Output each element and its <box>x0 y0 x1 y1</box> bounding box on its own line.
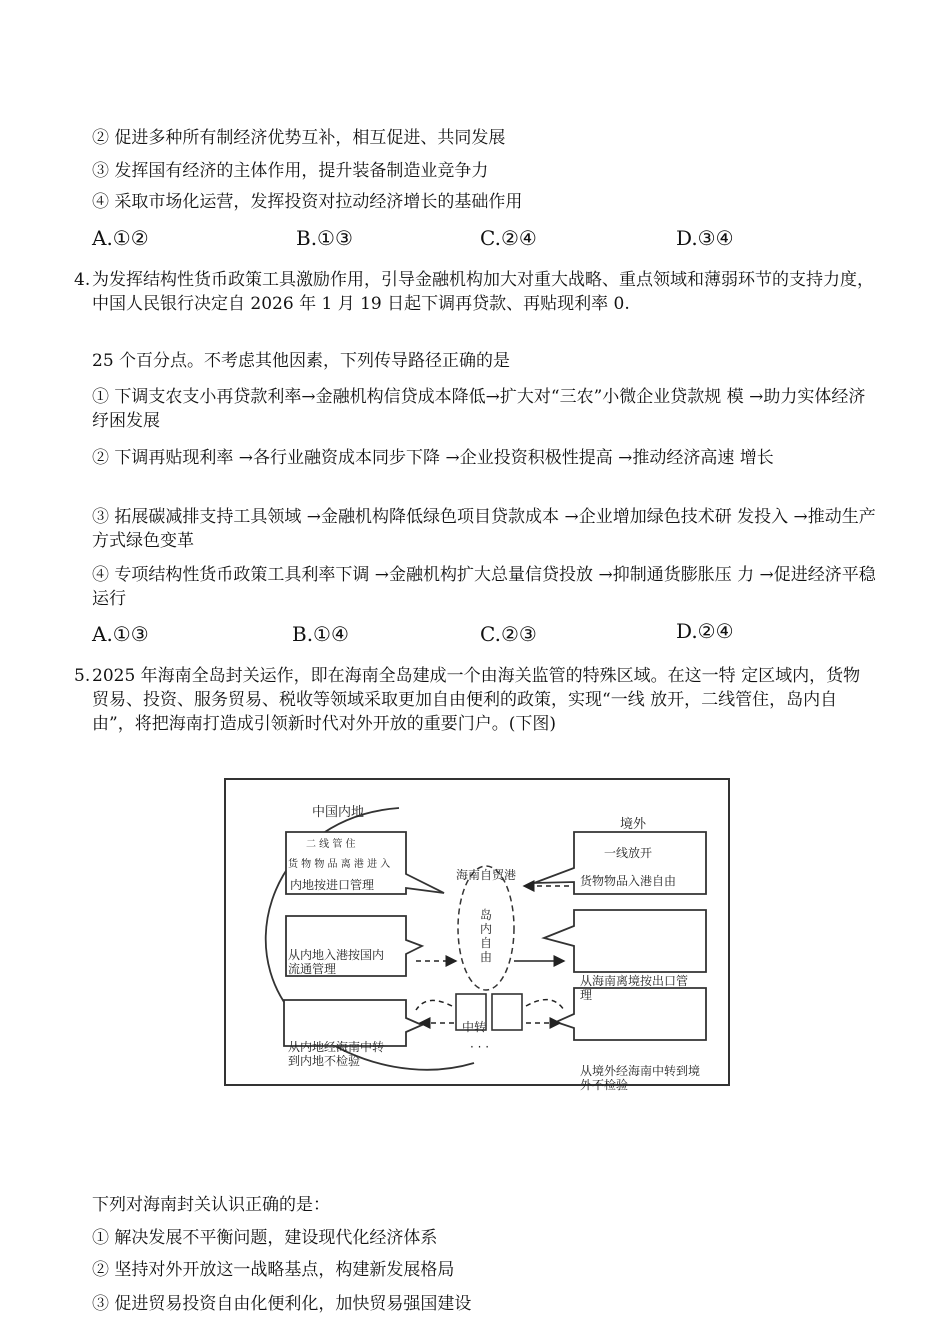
label-mainland-import: 内地按进口管理 <box>290 878 375 892</box>
q3-option-c[interactable]: C.②④ <box>480 226 537 250</box>
label-abroad-transit: 从境外经海南中转到境外不检验 <box>580 1064 701 1092</box>
q5-stem <box>74 664 874 736</box>
label-transit: 中转 <box>462 1020 487 1034</box>
hainan-free-trade-port-diagram <box>224 778 730 1092</box>
q4-number: 4. <box>74 270 91 290</box>
q4-stem-text: 为发挥结构性货币政策工具激励作用，引导金融机构加大对重大战略、重点领域和薄弱环节的支持力度，中国人民银行决定自 2026 年 1 月 19 日起下调再贷款、再贴现利率 0. <box>92 270 874 314</box>
label-from-mainland: 从内地入港按国内 流通管理 <box>288 948 385 976</box>
label-from-hainan-exit: 从海南离境按出口管理 <box>580 974 689 1002</box>
q4-option-d[interactable]: D.②④ <box>676 619 734 643</box>
label-goods-leave: 货 物 物 品 离 港 进 入 <box>288 859 391 870</box>
label-line2: 二 线 管 住 <box>306 839 356 850</box>
label-goods-enter-free: 货物物品入港自由 <box>580 874 677 888</box>
q5-question: 下列对海南封关认识正确的是： <box>92 1195 330 1215</box>
q4-option-a[interactable]: A.①③ <box>92 622 149 646</box>
q3-item-3: ③ 发挥国有经济的主体作用，提升装备制造业竞争力 <box>92 161 489 181</box>
label-abroad: 境外 <box>620 817 647 832</box>
q4-stem-continued: 25 个百分点。不考虑其他因素，下列传导路径正确的是 <box>92 351 511 371</box>
q3-item-2: ② 促进多种所有制经济优势互补，相互促进、共同发展 <box>92 128 506 148</box>
q5-item-1: ① 解决发展不平衡问题，建设现代化经济体系 <box>92 1228 438 1248</box>
q4-stem <box>74 268 874 316</box>
label-island-free: 岛内自由 <box>480 908 493 964</box>
q5-item-2: ② 坚持对外开放这一战略基点，构建新发展格局 <box>92 1260 455 1280</box>
label-mainland-transit: 从内地经海南中转到内地不检验 <box>288 1040 385 1068</box>
label-ellipsis: · · · <box>470 1040 490 1054</box>
q5-number: 5. <box>74 666 91 686</box>
q5-item-3: ③ 促进贸易投资自由化便利化，加快贸易强国建设 <box>92 1294 472 1314</box>
label-line1-open: 一线放开 <box>604 846 653 860</box>
label-mainland: 中国内地 <box>312 805 365 820</box>
q4-item-2: ② 下调再贴现利率 →各行业融资成本同步下降 →企业投资积极性提高 →推动经济高速 增长 <box>92 448 774 468</box>
q4-item-3: ③ 拓展碳减排支持工具领域 →金融机构降低绿色项目贷款成本 →企业增加绿色技术研 发投入 →推动生产方式绿色变革 <box>92 507 876 551</box>
label-hainan-port: 海南自贸港 <box>456 868 517 882</box>
transit-box-right <box>492 994 522 1030</box>
q3-item-4: ④ 采取市场化运营，发挥投资对拉动经济增长的基础作用 <box>92 192 523 212</box>
arrow-transit-right-top <box>526 1000 564 1010</box>
q3-option-b[interactable]: B.①③ <box>296 226 353 250</box>
q4-item-1: ① 下调支农支小再贷款利率→金融机构信贷成本降低→扩大对“三农”小微企业贷款规 模 →助力实体经济纾困发展 <box>92 387 866 431</box>
q4-option-b[interactable]: B.①④ <box>292 622 349 646</box>
q4-option-c[interactable]: C.②③ <box>480 622 537 646</box>
q3-option-a[interactable]: A.①② <box>92 226 149 250</box>
right-box-2 <box>544 910 706 972</box>
q3-option-d[interactable]: D.③④ <box>676 226 734 250</box>
q5-stem-text: 2025 年海南全岛封关运作，即在海南全岛建成一个由海关监管的特殊区域。在这一特 定区域内，货物贸易、投资、服务贸易、税收等领域采取更加自由便利的政策，实现“一线 放开，二线管住，岛内自由”，将把海南打造成引领新时代对外开放的重要门户。(下图) <box>92 666 861 734</box>
arrow-transit-left-top <box>416 1000 452 1010</box>
q4-item-4: ④ 专项结构性货币政策工具利率下调 →金融机构扩大总量信贷投放 →抑制通货膨胀压 力 →促进经济平稳运行 <box>92 565 876 609</box>
